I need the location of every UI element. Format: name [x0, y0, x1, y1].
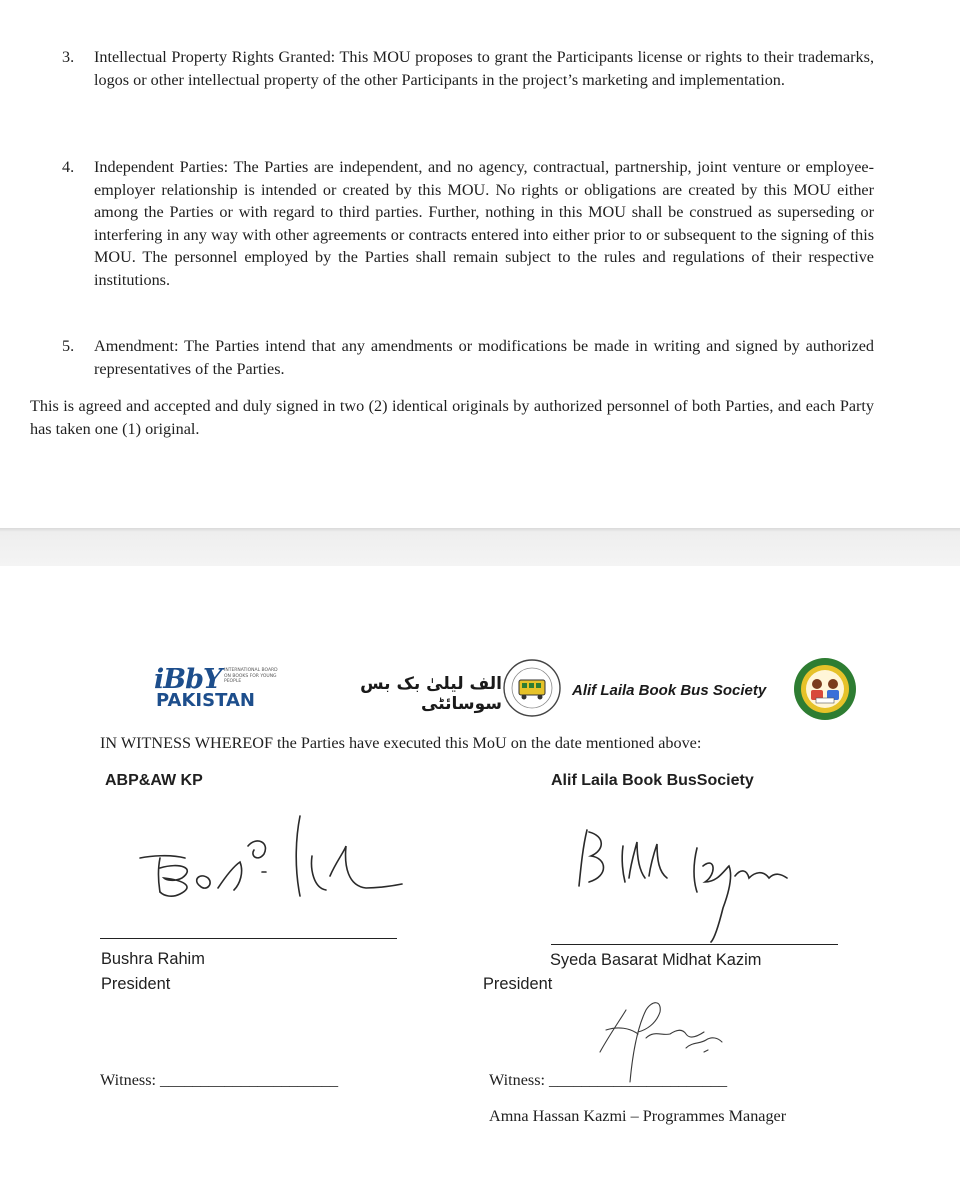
clause-number: 5. [62, 337, 75, 355]
clause-text: Intellectual Property Rights Granted: This MOU proposes to grant the Participants license or rights to their trademarks, logos or other intellectual property of the other Participants in the project’s marketing and implementation. [94, 48, 874, 89]
clause-number: 3. [62, 48, 75, 66]
right-signature-icon [565, 816, 805, 946]
right-party-org: Alif Laila Book BusSociety [551, 772, 754, 789]
ibby-mark: iBbY [154, 664, 222, 695]
society-round-logo-icon [792, 656, 858, 722]
left-party-org: ABP&AW KP [105, 772, 203, 789]
left-signature-line [100, 938, 397, 939]
left-signatory-name: Bushra Rahim [101, 950, 205, 968]
clause-text: Amendment: The Parties intend that any amendments or modifications be made in writing and signed by authorized representatives of the Parties. [94, 337, 874, 378]
clause-number: 4. [62, 158, 75, 176]
right-signatory-title: President [483, 975, 553, 993]
left-witness-label: Witness: ______________________ [100, 1071, 339, 1089]
right-witness-label: Witness: ______________________ [489, 1071, 728, 1089]
document-page-bottom [0, 566, 960, 1200]
document-page-top [0, 0, 960, 530]
clause-text: Independent Parties: The Parties are independent, and no agency, contractual, partnership, joint venture or employee-employer relationship is intended or created by this MOU. No rights or obligations are created by this MOU either among the Parties or with regard to third parties. Further, nothing in this MOU shall be construed as superseding or interfering in any way with other agreements or contracts entered into either prior to or subsequent to the signing of this MOU. The personnel employed by the Parties shall remain subject to the rules and regulations of their respective institutions. [94, 158, 874, 289]
ibby-small-text: INTERNATIONAL BOARD ON BOOKS FOR YOUNG PEOPLE [224, 668, 278, 684]
book-bus-emblem-icon [502, 656, 562, 720]
closing-paragraph: This is agreed and accepted and duly signed in two (2) identical originals by authorized personnel of both Parties, and each Party has taken one (1) original. [30, 397, 874, 438]
page-separator [0, 528, 960, 566]
ibby-country: PAKISTAN [156, 690, 255, 711]
right-signature-line [551, 944, 838, 945]
left-signature-icon [130, 806, 410, 916]
ibby-pakistan-logo [152, 664, 292, 716]
witness-statement: IN WITNESS WHEREOF the Parties have executed this MoU on the date mentioned above: [100, 734, 702, 752]
left-signatory-title: President [101, 975, 171, 993]
right-witness-name: Amna Hassan Kazmi – Programmes Manager [489, 1107, 787, 1125]
urdu-society-name: الف لیلیٰ بک بس سوسائٹی [360, 674, 502, 714]
society-name-logo: Alif Laila Book Bus Society [572, 682, 767, 699]
right-signatory-name: Syeda Basarat Midhat Kazim [550, 951, 762, 969]
